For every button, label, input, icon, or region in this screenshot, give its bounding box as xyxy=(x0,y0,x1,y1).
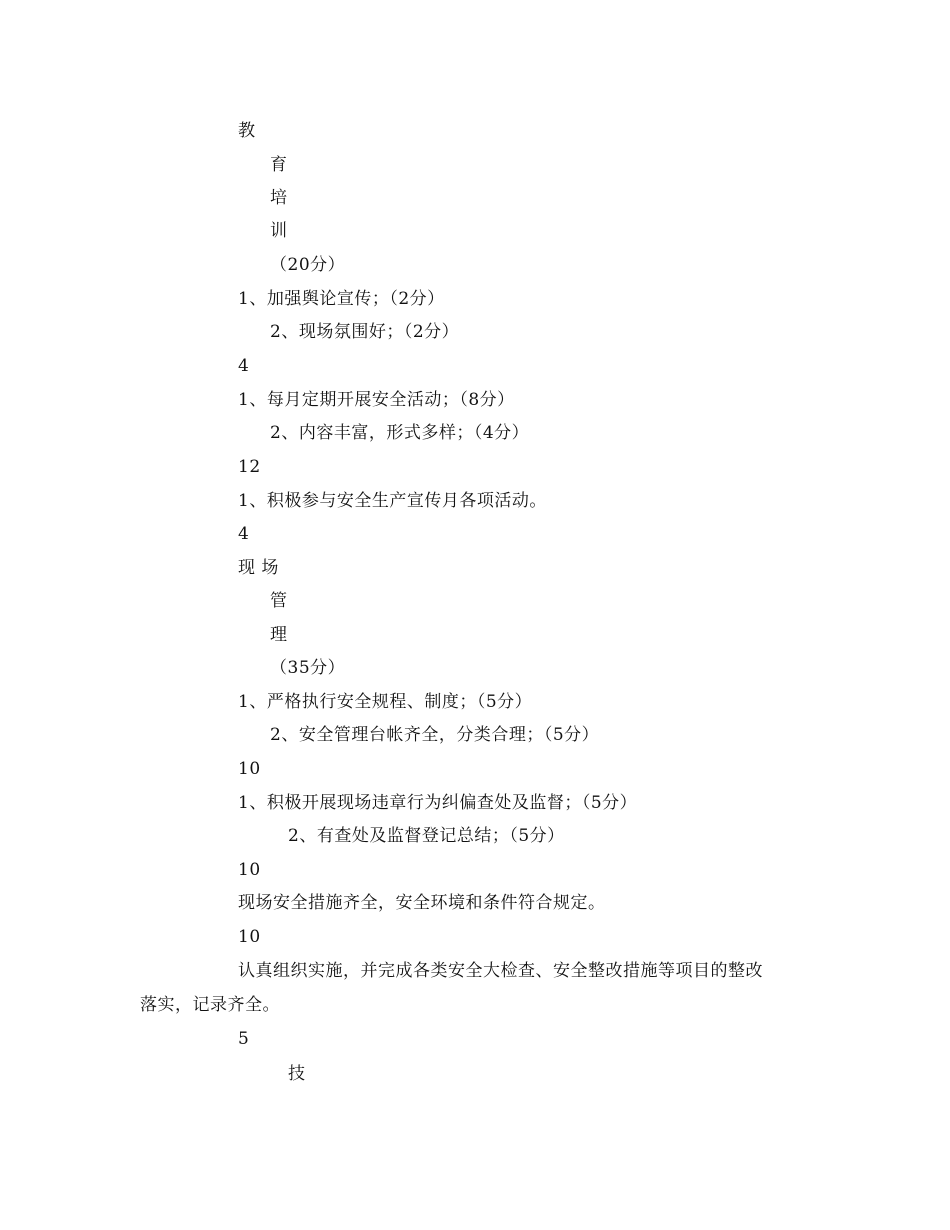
criterion-text: 1、严格执行安全规程、制度；（5分） xyxy=(238,692,533,712)
criterion-text: 1、积极开展现场违章行为纠偏查处及监督；（5分） xyxy=(238,793,638,813)
item-score: 12 xyxy=(238,457,261,477)
section-score-site: （35分） xyxy=(270,658,346,678)
criterion-text: 1、每月定期开展安全活动；（8分） xyxy=(238,390,515,410)
criterion-text: 1、积极参与安全生产宣传月各项活动。 xyxy=(238,491,547,511)
heading-char-xun: 训 xyxy=(270,221,288,241)
criterion-text: 现场安全措施齐全，安全环境和条件符合规定。 xyxy=(238,893,606,913)
heading-char-guan: 管 xyxy=(270,591,288,611)
item-score: 10 xyxy=(238,759,261,779)
heading-char-li: 理 xyxy=(270,625,288,645)
item-score: 4 xyxy=(238,524,250,544)
heading-char-pei: 培 xyxy=(270,188,288,208)
criterion-text: 认真组织实施，并完成各类安全大检查、安全整改措施等项目的整改 xyxy=(238,961,763,981)
criterion-text-continued: 落实，记录齐全。 xyxy=(140,995,280,1015)
criterion-text: 2、现场氛围好；（2分） xyxy=(270,322,460,342)
criterion-text: 2、内容丰富，形式多样；（4分） xyxy=(270,423,530,443)
heading-char-ji: 技 xyxy=(288,1064,306,1084)
criterion-text: 2、有查处及监督登记总结；（5分） xyxy=(288,826,565,846)
heading-char-yu: 育 xyxy=(270,155,288,175)
criterion-text: 2、安全管理台帐齐全，分类合理；（5分） xyxy=(270,725,600,745)
item-score: 10 xyxy=(238,860,261,880)
heading-site: 现 场 xyxy=(238,558,279,578)
item-score: 4 xyxy=(238,356,250,376)
criterion-text: 1、加强舆论宣传；（2分） xyxy=(238,289,445,309)
section-score-education: （20分） xyxy=(270,255,346,275)
heading-char-jiao: 教 xyxy=(238,121,256,141)
item-score: 10 xyxy=(238,927,261,947)
item-score: 5 xyxy=(238,1029,250,1049)
